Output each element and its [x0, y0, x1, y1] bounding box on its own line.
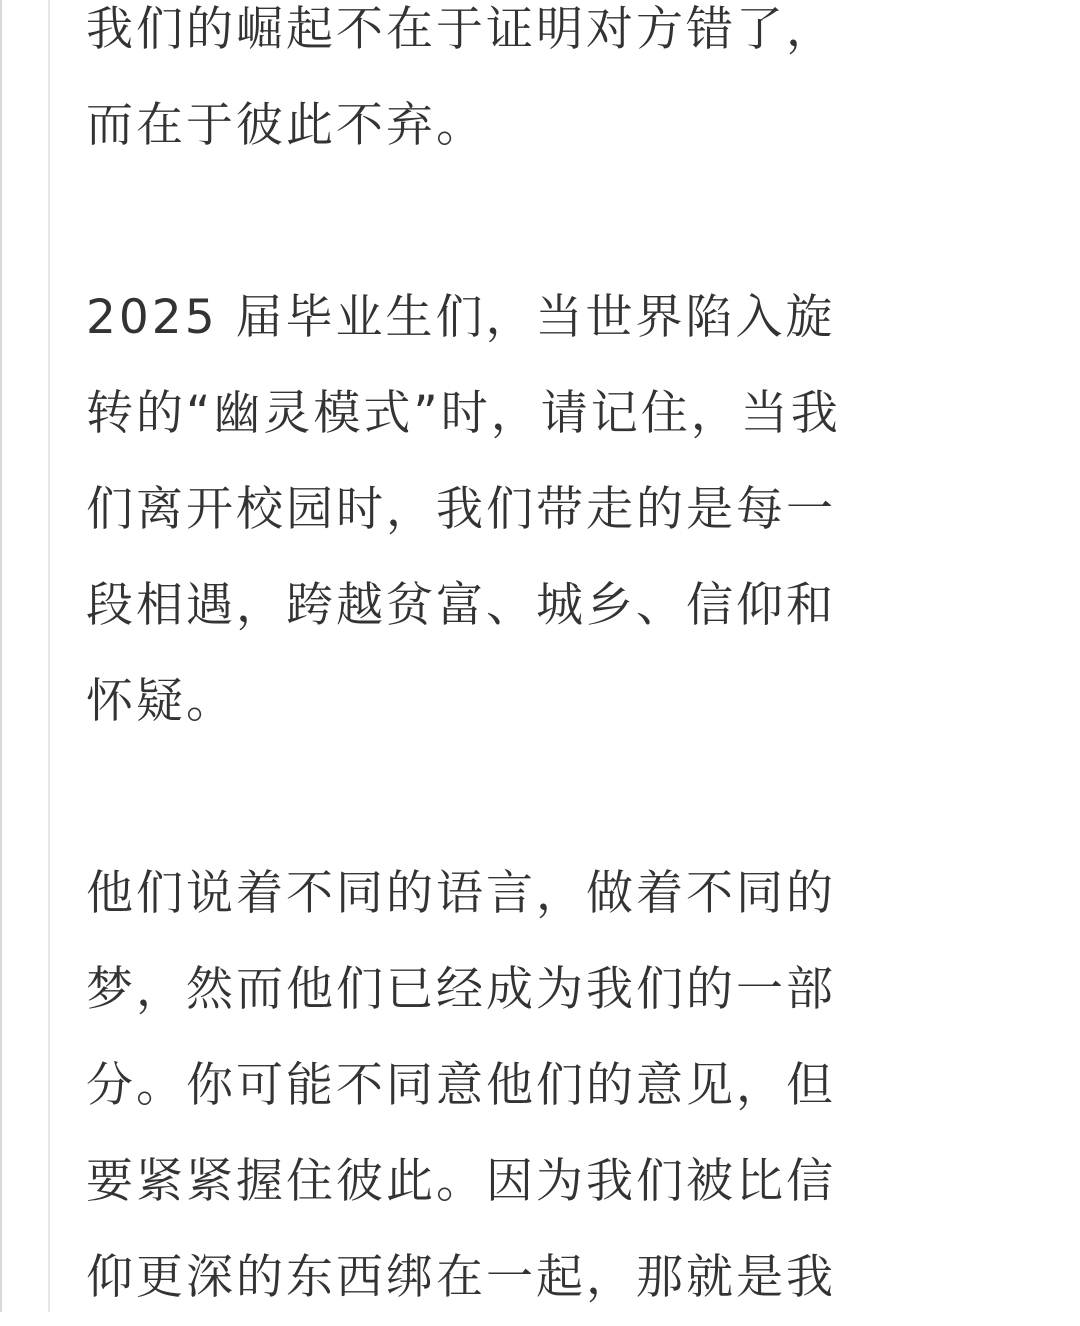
paragraph-2	[86, 270, 1036, 750]
paragraph-gap	[86, 174, 1036, 270]
screen-edge	[0, 0, 2, 1312]
text-line: 们离开校园时，我们带走的是每一	[86, 482, 836, 537]
paragraph-1	[86, 0, 1036, 174]
text-line: 段相遇，跨越贫富、城乡、信仰和	[86, 578, 836, 633]
text-line: 仰更深的东西绑在一起，那就是我	[86, 1250, 836, 1305]
paragraph-gap	[86, 750, 1036, 846]
text-line: 2025 届毕业生们，当世界陷入旋	[86, 290, 836, 345]
text-line: 而在于彼此不弃。	[86, 98, 486, 153]
text-line: 要紧紧握住彼此。因为我们被比信	[86, 1154, 836, 1209]
text-line: 他们说着不同的语言，做着不同的	[86, 866, 836, 921]
text-line: 梦，然而他们已经成为我们的一部	[86, 962, 836, 1017]
article-body	[86, 0, 1036, 1326]
text-line: 怀疑。	[86, 674, 236, 729]
text-line: 我们的崛起不在于证明对方错了，	[86, 2, 836, 57]
text-line: 转的“幽灵模式”时，请记住，当我	[86, 386, 841, 441]
left-divider	[48, 0, 50, 1312]
text-line: 分。你可能不同意他们的意见，但	[86, 1058, 836, 1113]
paragraph-3	[86, 846, 1036, 1326]
